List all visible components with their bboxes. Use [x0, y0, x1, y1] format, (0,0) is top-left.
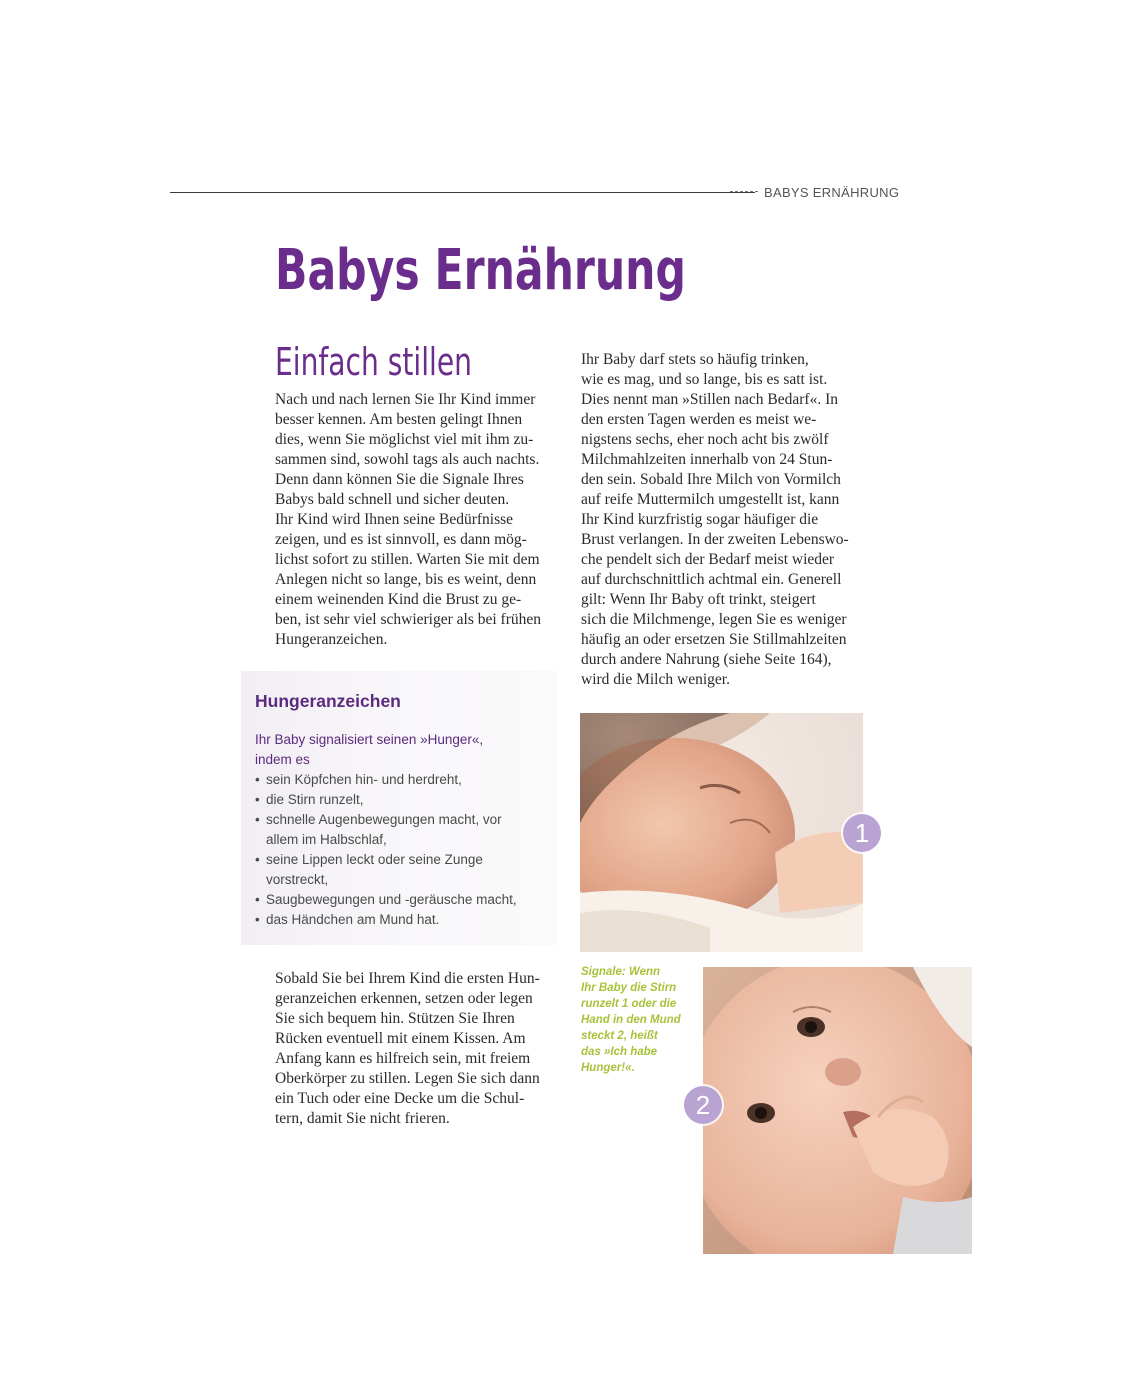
text-line: wie es mag, und so lange, bis es satt ist.	[581, 371, 828, 388]
text-line: Ihr Baby signalisiert seinen »Hunger«,	[255, 732, 484, 747]
text-line: durch andere Nahrung (siehe Seite 164),	[581, 651, 832, 668]
text-line: Hungeranzeichen.	[275, 631, 388, 648]
photo-number-badge: 1	[843, 814, 881, 852]
photo-caption	[581, 964, 681, 1076]
list-item	[255, 810, 517, 850]
list-item	[255, 790, 517, 810]
text-line: Sie sich bequem hin. Stützen Sie Ihren	[275, 1010, 515, 1027]
page-title: Babys Ernährung	[275, 238, 686, 303]
text-line: den sein. Sobald Ihre Milch von Vormilch	[581, 471, 841, 488]
text-line: Signale: Wenn	[581, 966, 661, 978]
section-title: Einfach stillen	[275, 340, 473, 384]
list-item-line: allem im Halbschlaf,	[266, 832, 387, 847]
text-line: Ihr Baby die Stirn	[581, 982, 677, 994]
text-line: Ihr Kind wird Ihnen seine Bedürfnisse	[275, 511, 514, 528]
text-line: zeigen, und es ist sinnvoll, es dann mög-	[275, 531, 527, 548]
text-line: Sobald Sie bei Ihrem Kind die ersten Hun-	[275, 970, 540, 987]
bullet-icon: •	[255, 812, 260, 827]
list-item-line: die Stirn runzelt,	[266, 792, 364, 807]
text-line: Ihr Kind kurzfristig sogar häufiger die	[581, 511, 819, 528]
running-head: BABYS ERNÄHRUNG	[764, 185, 900, 200]
list-item	[255, 890, 517, 910]
text-line: ein Tuch oder eine Decke um die Schul-	[275, 1090, 525, 1107]
text-line: dies, wenn Sie möglichst viel mit ihm zu-	[275, 431, 534, 448]
text-line: häufig an oder ersetzen Sie Stillmahlzeiten	[581, 631, 847, 648]
text-line: Nach und nach lernen Sie Ihr Kind immer	[275, 391, 536, 408]
text-line: Brust verlangen. In der zweiten Lebenswo-	[581, 531, 849, 548]
text-line: Ihr Baby darf stets so häufig trinken,	[581, 351, 809, 368]
list-item	[255, 850, 517, 890]
text-line: Anlegen nicht so lange, bis es weint, denn	[275, 571, 537, 588]
hunger-signs-box	[241, 671, 557, 945]
list-item-line: vorstreckt,	[266, 872, 329, 887]
photo-sleeping-baby	[580, 713, 863, 952]
text-line: Oberkörper zu stillen. Legen Sie sich dann	[275, 1070, 540, 1087]
text-line: den ersten Tagen werden es meist we-	[581, 411, 817, 428]
bullet-icon: •	[255, 852, 260, 867]
text-line: auf reife Muttermilch umgestellt ist, kann	[581, 491, 840, 508]
sidebar-list	[255, 770, 517, 930]
sidebar-title: Hungeranzeichen	[255, 691, 401, 711]
text-line: Hand in den Mund	[581, 1014, 681, 1026]
list-item-line: das Händchen am Mund hat.	[266, 912, 440, 927]
text-line: Babys bald schnell und sicher deuten.	[275, 491, 510, 508]
sidebar-intro	[255, 730, 483, 770]
list-item-line: seine Lippen leckt oder seine Zunge	[266, 852, 483, 867]
text-line: ben, ist sehr viel schwieriger als bei frühen	[275, 611, 541, 628]
text-line: nigstens sechs, eher noch acht bis zwölf	[581, 431, 829, 448]
body-text-right-1	[581, 350, 849, 690]
bullet-icon: •	[255, 772, 260, 787]
body-text-left-1	[275, 390, 541, 650]
photo-baby-hand-in-mouth	[703, 967, 972, 1254]
text-line: Denn dann können Sie die Signale Ihres	[275, 471, 524, 488]
text-line: das »Ich habe	[581, 1046, 658, 1058]
text-line: einem weinenden Kind die Brust zu ge-	[275, 591, 522, 608]
text-line: runzelt 1 oder die	[581, 998, 677, 1010]
text-line: che pendelt sich der Bedarf meist wieder	[581, 551, 835, 568]
text-line: sammen sind, sowohl tags als auch nachts.	[275, 451, 540, 468]
text-line: Dies nennt man »Stillen nach Bedarf«. In	[581, 391, 838, 408]
text-line: Rücken eventuell mit einem Kissen. Am	[275, 1030, 526, 1047]
text-line: lichst sofort zu stillen. Warten Sie mit dem	[275, 551, 540, 568]
text-line: steckt 2, heißt	[581, 1030, 658, 1042]
text-line: Milchmahlzeiten innerhalb von 24 Stun-	[581, 451, 833, 468]
photo-number-badge: 2	[684, 1086, 722, 1124]
text-line: wird die Milch weniger.	[581, 671, 730, 688]
bullet-icon: •	[255, 892, 260, 907]
running-head-rule	[170, 192, 755, 193]
running-head-dots	[730, 191, 758, 192]
text-line: Hunger!«.	[581, 1062, 635, 1074]
text-line: geranzeichen erkennen, setzen oder legen	[275, 990, 533, 1007]
text-line: indem es	[255, 752, 310, 767]
list-item-line: Saugbewegungen und -geräusche macht,	[266, 892, 517, 907]
text-line: Anfang kann es hilfreich sein, mit freiem	[275, 1050, 531, 1067]
list-item	[255, 770, 517, 790]
text-line: auf durchschnittlich achtmal ein. Generell	[581, 571, 842, 588]
body-text-left-2	[275, 969, 540, 1129]
bullet-icon: •	[255, 792, 260, 807]
bullet-icon: •	[255, 912, 260, 927]
text-line: besser kennen. Am besten gelingt Ihnen	[275, 411, 523, 428]
list-item	[255, 910, 517, 930]
list-item-line: schnelle Augenbewegungen macht, vor	[266, 812, 502, 827]
list-item-line: sein Köpfchen hin- und herdreht,	[266, 772, 462, 787]
text-line: gilt: Wenn Ihr Baby oft trinkt, steigert	[581, 591, 816, 608]
text-line: sich die Milchmenge, legen Sie es weniger	[581, 611, 847, 628]
text-line: tern, damit Sie nicht frieren.	[275, 1110, 450, 1127]
